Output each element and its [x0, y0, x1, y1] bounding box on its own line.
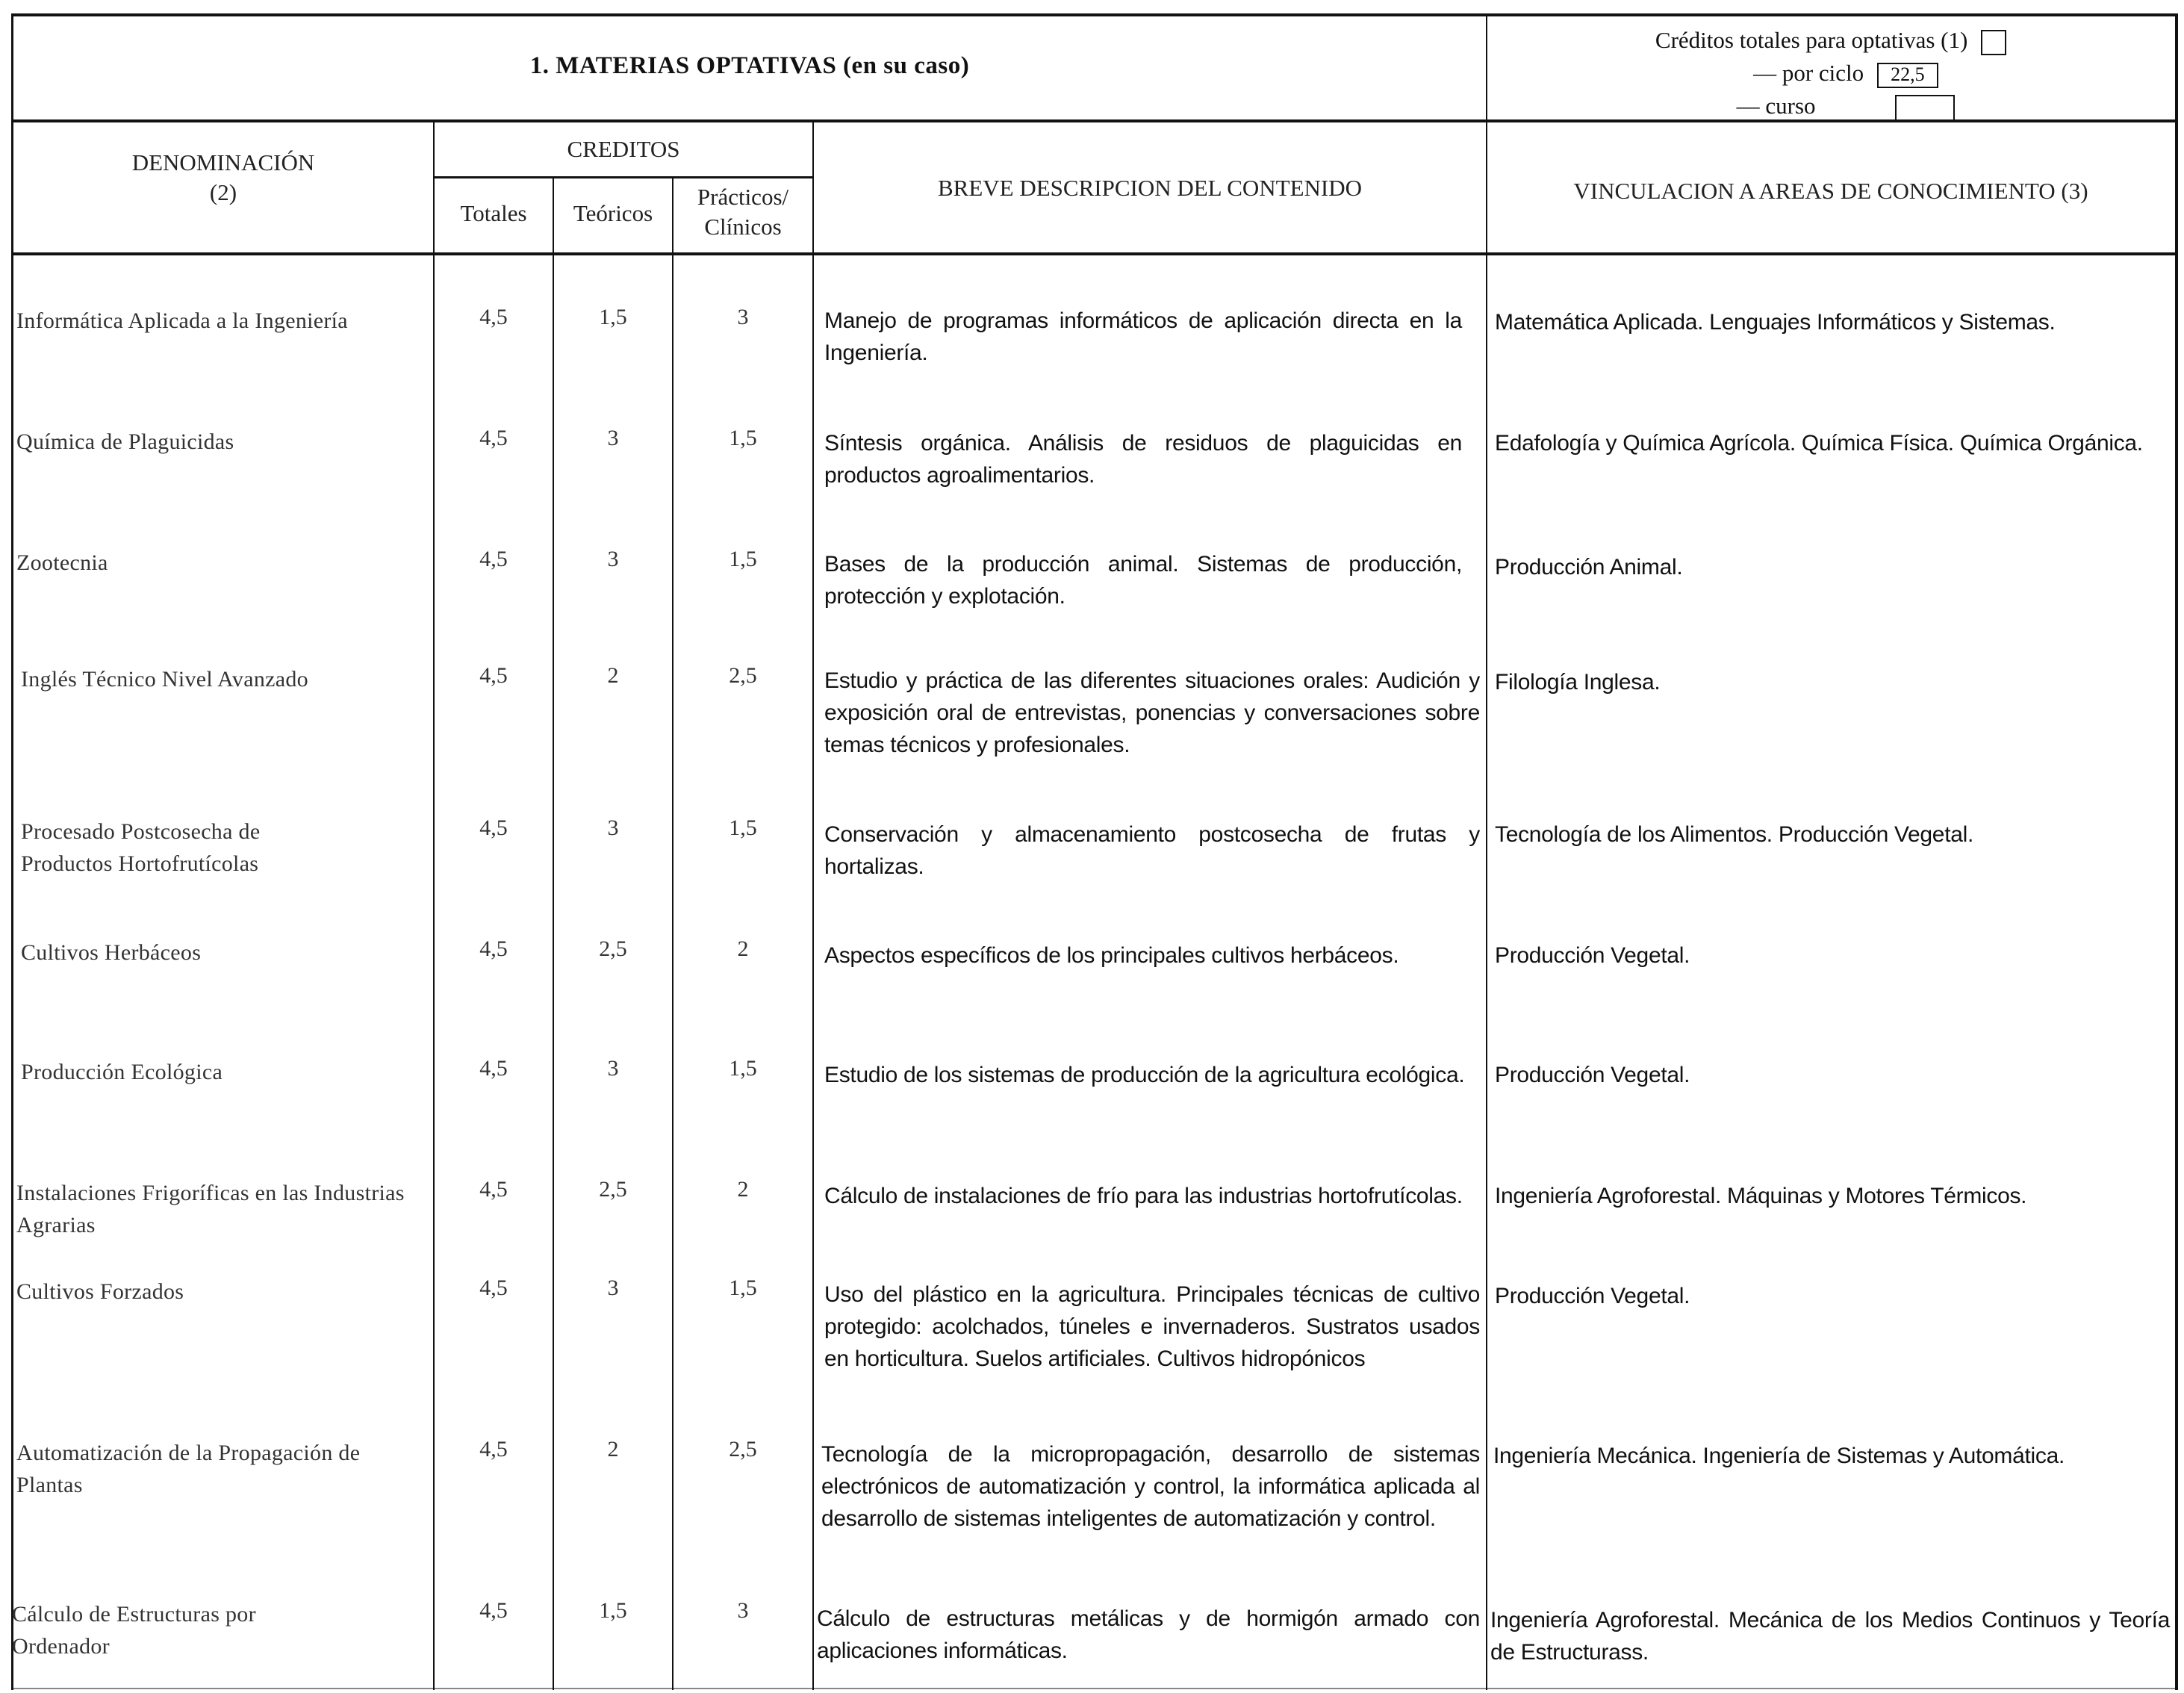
- credits-teoricos: 3: [607, 1056, 619, 1081]
- credits-practicos: 2: [737, 1177, 749, 1202]
- header-creditos: CREDITOS: [567, 136, 680, 162]
- description: Estudio de los sistemas de producción de la agricultura ecológica.: [824, 1063, 1465, 1087]
- credits-summary: [1487, 24, 2174, 122]
- credits-practicos: 2,5: [729, 663, 757, 688]
- credits-teoricos: 3: [607, 1276, 619, 1300]
- credits-practicos: 2: [737, 936, 749, 961]
- knowledge-areas: Producción Animal.: [1495, 555, 1683, 580]
- credits-totales: 4,5: [479, 1177, 508, 1202]
- credits-teoricos: 3: [607, 816, 619, 840]
- credits-teoricos: 2,5: [599, 936, 627, 961]
- credits-teoricos: 3: [607, 426, 619, 450]
- credits-teoricos: 2,5: [599, 1177, 627, 1202]
- bottom-border: [11, 1688, 2177, 1689]
- knowledge-areas: Producción Vegetal.: [1495, 943, 1690, 968]
- credits-totales: 4,5: [479, 1437, 508, 1461]
- credits-practicos: 3: [737, 1598, 749, 1623]
- description: Conservación y almacenamiento postcosecha de frutas y hortalizas.: [824, 822, 1480, 879]
- header-practicos: Prácticos/: [697, 184, 789, 210]
- top-border: [11, 13, 2177, 16]
- credits-teoricos: 2: [607, 1437, 619, 1461]
- knowledge-areas: Ingeniería Mecánica. Ingeniería de Sistemas y Automática.: [1493, 1444, 2065, 1468]
- description: Tecnología de la micropropagación, desarrollo de sistemas electrónicos de automatización y control, la informática aplicada al desarrollo de sistemas inteligentes de automatización y control.: [821, 1442, 1480, 1531]
- credits-practicos: 1,5: [729, 1276, 757, 1300]
- description: Cálculo de instalaciones de frío para las industrias hortofrutícolas.: [824, 1184, 1463, 1208]
- header-vinculacion: VINCULACION A AREAS DE CONOCIMIENTO (3): [1573, 178, 2088, 204]
- description: Estudio y práctica de las diferentes situaciones orales: Audición y exposición oral de entrevistas, ponencias y conversaciones sobre temas técnicos y profesionales.: [824, 668, 1480, 757]
- knowledge-areas: Ingeniería Agroforestal. Máquinas y Motores Térmicos.: [1495, 1184, 2027, 1208]
- credits-totales: 4,5: [479, 1056, 508, 1081]
- header-totales: Totales: [460, 200, 527, 226]
- header-denominacion: [13, 148, 433, 208]
- header-practicos-clinicos: [673, 182, 812, 242]
- credits-total-field[interactable]: [1981, 30, 2006, 55]
- subject-name: Química de Plaguicidas: [16, 429, 234, 454]
- credits-curso-label: — curso: [1736, 93, 1816, 119]
- credits-teoricos: 1,5: [599, 305, 627, 329]
- col-split-teoricos: [553, 176, 554, 1690]
- credits-total-line: [1487, 24, 2174, 57]
- subject-name: Inglés Técnico Nivel Avanzado: [21, 667, 308, 692]
- col-split-practicos: [672, 176, 673, 1690]
- knowledge-areas: Filología Inglesa.: [1495, 670, 1661, 695]
- header-descripcion: BREVE DESCRIPCION DEL CONTENIDO: [937, 175, 1363, 201]
- description: Bases de la producción animal. Sistemas de producción, protección y explotación.: [824, 552, 1462, 609]
- credits-totales: 4,5: [479, 1598, 508, 1623]
- knowledge-areas: Ingeniería Agroforestal. Mecánica de los Medios Continuos y Teoría de Estructurass.: [1490, 1608, 2170, 1665]
- right-border: [2175, 13, 2178, 1690]
- col-split-descripcion: [812, 119, 814, 1690]
- subject-name: Procesado Postcosecha de Productos Hortofrutícolas: [21, 819, 261, 876]
- subject-name: Zootecnia: [16, 550, 108, 575]
- credits-practicos: 1,5: [729, 816, 757, 840]
- description: Síntesis orgánica. Análisis de residuos de plaguicidas en productos agroalimentarios.: [824, 431, 1462, 488]
- subject-name: Automatización de la Propagación de Plantas: [16, 1441, 361, 1497]
- credits-totales: 4,5: [479, 305, 508, 329]
- credits-practicos: 3: [737, 305, 749, 329]
- credits-totales: 4,5: [479, 426, 508, 450]
- credits-curso-line: [1487, 90, 2174, 122]
- knowledge-areas: Edafología y Química Agrícola. Química Física. Química Orgánica.: [1495, 431, 2143, 456]
- credits-practicos: 1,5: [729, 1056, 757, 1081]
- knowledge-areas: Tecnología de los Alimentos. Producción Vegetal.: [1495, 822, 1974, 847]
- left-border: [11, 13, 13, 1690]
- credits-teoricos: 3: [607, 547, 619, 571]
- credits-teoricos: 2: [607, 663, 619, 688]
- credits-ciclo-line: [1487, 57, 2174, 90]
- knowledge-areas: Matemática Aplicada. Lenguajes Informáticos y Sistemas.: [1495, 310, 2056, 335]
- credits-practicos: 1,5: [729, 426, 757, 450]
- credits-totales: 4,5: [479, 816, 508, 840]
- credits-curso-field[interactable]: [1895, 95, 1955, 122]
- subject-name: Cálculo de Estructuras por Ordenador: [12, 1602, 256, 1659]
- section-title: 1. MATERIAS OPTATIVAS (en su caso): [529, 52, 970, 79]
- title-split: [1486, 13, 1487, 1690]
- credits-totales: 4,5: [479, 936, 508, 961]
- credits-ciclo-label: — por ciclo: [1753, 60, 1864, 86]
- subject-name: Informática Aplicada a la Ingeniería: [16, 308, 348, 333]
- header-clinicos: Clínicos: [704, 214, 782, 240]
- credits-total-label: Créditos totales para optativas (1): [1655, 27, 1968, 53]
- credits-practicos: 1,5: [729, 547, 757, 571]
- header-teoricos: Teóricos: [573, 200, 653, 226]
- header-denominacion-note: (2): [209, 179, 237, 205]
- knowledge-areas: Producción Vegetal.: [1495, 1063, 1690, 1087]
- subject-name: Cultivos Forzados: [16, 1279, 184, 1304]
- description: Aspectos específicos de los principales cultivos herbáceos.: [824, 943, 1399, 968]
- subject-name: Instalaciones Frigoríficas en las Industrias Agrarias: [16, 1181, 405, 1237]
- header-denominacion-label: DENOMINACIÓN: [131, 149, 315, 175]
- credits-practicos: 2,5: [729, 1437, 757, 1461]
- knowledge-areas: Producción Vegetal.: [1495, 1284, 1690, 1308]
- credits-teoricos: 1,5: [599, 1598, 627, 1623]
- credits-ciclo-field[interactable]: 22,5: [1877, 63, 1938, 88]
- subject-name: Producción Ecológica: [21, 1060, 223, 1084]
- credits-totales: 4,5: [479, 663, 508, 688]
- description: Cálculo de estructuras metálicas y de hormigón armado con aplicaciones informáticas.: [817, 1606, 1480, 1663]
- credits-totales: 4,5: [479, 547, 508, 571]
- description: Manejo de programas informáticos de aplicación directa en la Ingeniería.: [824, 308, 1462, 365]
- description: Uso del plástico en la agricultura. Principales técnicas de cultivo protegido: acolchados, túneles e invernaderos. Sustratos usados en horticultura. Suelos artificiales. Cultivos hidropónicos: [824, 1282, 1480, 1371]
- credits-totales: 4,5: [479, 1276, 508, 1300]
- subject-name: Cultivos Herbáceos: [21, 940, 202, 965]
- header-divider: [11, 252, 2177, 255]
- creditos-divider: [433, 176, 814, 178]
